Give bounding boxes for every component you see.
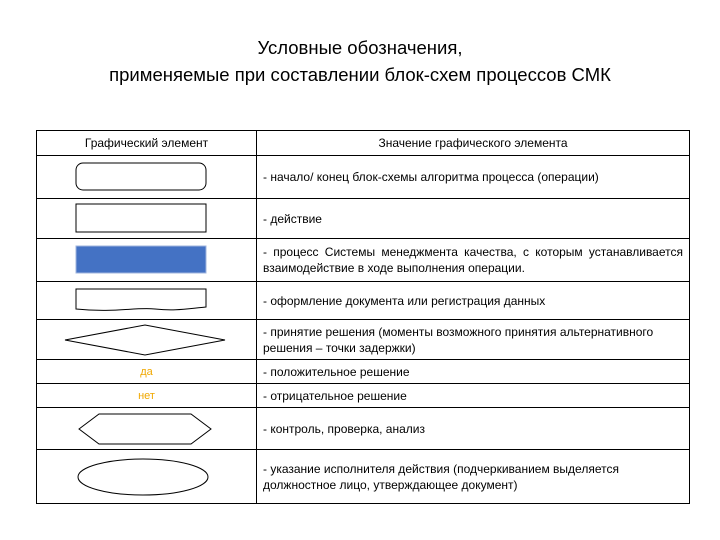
- row-description: - оформление документа или регистрация данных: [257, 282, 690, 320]
- row-description: - отрицательное решение: [257, 384, 690, 408]
- table-row: [37, 282, 690, 320]
- shape-cell: [37, 408, 257, 450]
- document-shape-icon: [75, 287, 209, 315]
- header-meaning: Значение графического элемента: [257, 131, 690, 156]
- shape-cell: [37, 450, 257, 504]
- table-row: [37, 450, 690, 504]
- row-description: - указание исполнителя действия (подчеркиванием выделяется должностное лицо, утверждающее документ): [257, 450, 690, 504]
- row-description: - принятие решения (моменты возможного принятия альтернативного решения – точки задержки): [257, 320, 690, 360]
- page-title: [0, 34, 720, 88]
- row-description: - процесс Системы менеджмента качества, с которым устанавливается взаимодействие в ходе выполнения операции.: [257, 239, 690, 282]
- legend-table: [36, 130, 690, 504]
- yes-label: да: [37, 360, 257, 384]
- ellipse-icon: [75, 456, 211, 498]
- row-description: - контроль, проверка, анализ: [257, 408, 690, 450]
- table-row: [37, 360, 690, 384]
- header-graphic-element: Графический элемент: [37, 131, 257, 156]
- filled-rectangle-icon: [75, 244, 209, 276]
- row-description: - начало/ конец блок-схемы алгоритма процесса (операции): [257, 156, 690, 199]
- title-line-1: Условные обозначения,: [257, 37, 463, 58]
- table-row: [37, 384, 690, 408]
- table-row: [37, 156, 690, 199]
- shape-cell: [37, 282, 257, 320]
- table-row: [37, 408, 690, 450]
- table-row: [37, 320, 690, 360]
- row-description: - действие: [257, 199, 690, 239]
- table-row: [37, 239, 690, 282]
- rectangle-icon: [75, 203, 209, 235]
- table-header-row: [37, 131, 690, 156]
- table-row: [37, 199, 690, 239]
- shape-cell: [37, 199, 257, 239]
- row-description: - положительное решение: [257, 360, 690, 384]
- title-line-2: применяемые при составлении блок-схем процессов СМК: [109, 64, 611, 85]
- hexagon-icon: [77, 412, 215, 446]
- rounded-rectangle-icon: [75, 161, 209, 193]
- shape-cell: [37, 320, 257, 360]
- shape-cell: [37, 239, 257, 282]
- shape-cell: [37, 156, 257, 199]
- diamond-icon: [63, 323, 227, 357]
- no-label: нет: [37, 384, 257, 408]
